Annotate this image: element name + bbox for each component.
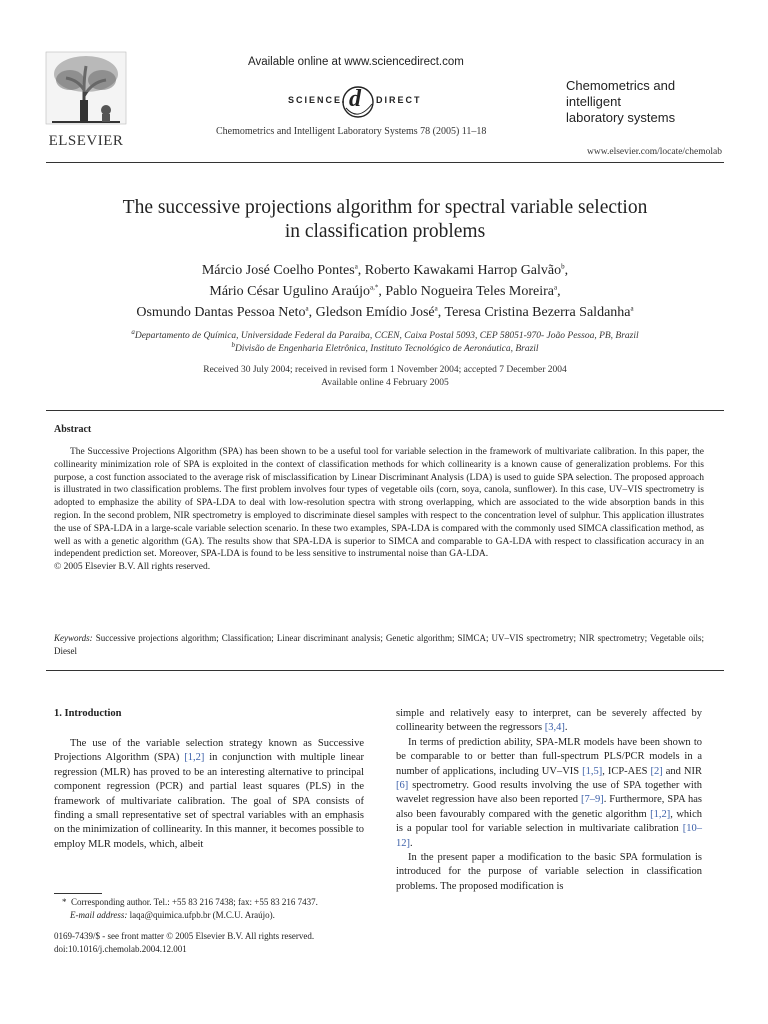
paper-title-line1: The successive projections algorithm for spectral variable selection bbox=[122, 197, 648, 218]
keywords-label: Keywords: bbox=[54, 633, 93, 643]
paper-title bbox=[46, 196, 724, 244]
right-paragraph-2 bbox=[396, 736, 702, 851]
abstract-text: The Successive Projections Algorithm (SPA) has been shown to be a useful tool for variable selection in the framework of multivariate calibration. In this paper, the collinearity minimization role of SPA is exploited in the context of classification methods for which collinearity is a known cause of generalization problems. For this purpose, a cost function associated to the average risk of misclassification by Linear Discriminant Analysis (LDA) is used to guide SPA selection. The proposed approach is illustrated in two classification problems. The first problem involves four types of vegetable oils (corn, soya, canola, sunflower). In this case, UV–VIS spectrometry is adopted to emphasize the ability of SPA-LDA to deal with low-resolution spectra with strong overlapping, which are associated to the wide absorption bands in this region. In the second problem, NIR spectrometry is employed to discriminate diesel samples with respect to the concentration level of sulphur. This application illustrates the use of SPA-LDA in a large-scale variable selection scenario. In these two examples, SPA-LDA is compared with the commonly used SIMCA classification method, as well as with a genetic algorithm (GA). The results show that SPA-LDA is superior to SIMCA and comparable to GA-LDA with respect to classification accuracy in an independent prediction set. Moreover, SPA-LDA is found to be less sensitive to instrumental noise than GA-LDA. bbox=[54, 447, 704, 560]
journal-name-line2: intelligent bbox=[566, 94, 621, 109]
footnote-corresponding-line bbox=[54, 896, 374, 909]
reference-link[interactable]: [3,4] bbox=[544, 722, 565, 734]
affiliation-mark: b bbox=[231, 340, 235, 349]
body-text: . bbox=[564, 722, 568, 734]
sciencedirect-letter: d bbox=[349, 86, 361, 112]
author-affil-mark: b bbox=[561, 262, 565, 271]
journal-name-line1: Chemometrics and bbox=[566, 78, 676, 93]
journal-name-line3: laboratory systems bbox=[566, 110, 676, 125]
author-affil-mark: a bbox=[630, 304, 634, 313]
intro-text: The use of the variable selection strategy known as Successive Projections Algorithm (SPA) bbox=[54, 738, 364, 764]
sciencedirect-left-word: SCIENCE bbox=[288, 95, 343, 105]
abstract-body bbox=[54, 446, 704, 574]
footnote-corresponding-text: Corresponding author. Tel.: +55 83 216 7438; fax: +55 83 216 7437. bbox=[71, 897, 318, 907]
footnote-rule bbox=[54, 893, 102, 894]
affiliation-mark: a bbox=[131, 327, 135, 336]
elsevier-tree-logo-icon bbox=[44, 50, 128, 126]
affiliation-b bbox=[46, 340, 724, 356]
author-name: Roberto Kawakami Harrop Galvão bbox=[364, 263, 562, 278]
sciencedirect-logo bbox=[286, 82, 436, 122]
body-text: , ICP-AES bbox=[602, 765, 651, 777]
keywords-text: Successive projections algorithm; Classification; Linear discriminant analysis; Genetic algorithm; SIMCA; UV–VIS spectrometry; NIR spectrometry; Vegetable oils; Diesel bbox=[54, 633, 705, 656]
elsevier-logo bbox=[44, 50, 128, 149]
author-list bbox=[46, 260, 724, 323]
abstract-bottom-rule bbox=[46, 670, 724, 671]
section-heading-introduction: 1. Introduction bbox=[54, 708, 122, 719]
reference-link[interactable]: [7–9] bbox=[580, 794, 604, 806]
keywords-block bbox=[54, 632, 704, 657]
author-name: Gledson Emídio José bbox=[315, 305, 435, 320]
right-paragraph-3: In the present paper a modification to the basic SPA formulation is introduced for the purpose of variable selection in classification problems. The proposed modification is bbox=[396, 852, 702, 892]
available-online-text: Available online at www.sciencedirect.com bbox=[248, 56, 464, 68]
footnote-email-label: E-mail address: bbox=[70, 909, 128, 920]
journal-name bbox=[566, 78, 675, 126]
front-matter bbox=[54, 930, 384, 955]
doi-line[interactable]: doi:10.1016/j.chemolab.2004.12.001 bbox=[54, 943, 187, 954]
footnote-email-line bbox=[54, 909, 374, 922]
body-text: simple and relatively easy to interpret, can be severely affected by collinearity between the regressors bbox=[396, 708, 702, 734]
abstract-heading: Abstract bbox=[54, 424, 92, 435]
reference-link[interactable]: [1,2] bbox=[650, 808, 671, 820]
affiliations bbox=[46, 327, 724, 356]
affiliation-a bbox=[46, 327, 724, 343]
author-name: Pablo Nogueira Teles Moreira bbox=[385, 284, 554, 299]
body-text: . Furthermore, SPA has also been favourably compared with the genetic algorithm bbox=[396, 794, 703, 820]
footnote-mark: * bbox=[62, 897, 67, 907]
sciencedirect-right-word: DIRECT bbox=[376, 95, 422, 105]
intro-text: in conjunction with multiple linear regression (MLR) has proved to be an interesting alternative to principal component regression (PCR) and partial least squares (PLS) in the framework of multivariate calibration. The goal of SPA consists of finding a small representative set of spectral variables with an emphasis on the minimization of collinearity. In this manner, it becomes possible to employ MLR models, which, albeit bbox=[54, 752, 364, 850]
right-column-text bbox=[396, 707, 702, 894]
author-name: Osmundo Dantas Pessoa Neto bbox=[136, 305, 306, 320]
abstract-copyright: © 2005 Elsevier B.V. All rights reserved. bbox=[54, 562, 211, 573]
article-dates bbox=[46, 364, 724, 390]
reference-link[interactable]: [1,5] bbox=[582, 765, 603, 777]
author-row-1: Márcio José Coelho Pontes$^a$, Roberto Kawakami Harrop Galvão$^b$, bbox=[201, 262, 569, 278]
body-text: and NIR bbox=[662, 765, 702, 777]
citation-line: Chemometrics and Intelligent Laboratory Systems 78 (2005) 11–18 bbox=[216, 126, 487, 137]
reference-link[interactable]: [10–12] bbox=[396, 823, 702, 849]
author-affil-mark: a bbox=[434, 304, 438, 313]
author-affil-mark: a bbox=[354, 262, 358, 271]
footnote-email[interactable]: laqa@quimica.ufpb.br (M.C.U. Araújo). bbox=[129, 909, 275, 920]
author-row-2: Mário César Ugulino Araújo$^{a,*}$, Pablo Nogueira Teles Moreira$^a$, bbox=[209, 283, 561, 299]
intro-paragraph-1 bbox=[54, 737, 364, 852]
header-rule bbox=[46, 162, 724, 163]
author-name: Teresa Cristina Bezerra Saldanha bbox=[444, 305, 631, 320]
footnote-corresponding bbox=[54, 896, 374, 921]
received-dates: Received 30 July 2004; received in revised form 1 November 2004; accepted 7 December 2004 bbox=[203, 365, 567, 375]
body-text: . bbox=[410, 837, 413, 849]
body-text: In terms of prediction ability, SPA-MLR models have been shown to be comparable to or better than full-spectrum PLS/PCR models in a number of applications, including UV–VIS bbox=[396, 736, 702, 777]
author-affil-mark: a bbox=[554, 283, 558, 292]
reference-link[interactable]: [2] bbox=[650, 765, 663, 777]
author-name: Márcio José Coelho Pontes bbox=[201, 263, 355, 278]
reference-link[interactable]: [6] bbox=[396, 780, 409, 792]
right-paragraph-1 bbox=[396, 707, 702, 736]
publisher-name: ELSEVIER bbox=[48, 133, 124, 149]
available-date: Available online 4 February 2005 bbox=[321, 378, 449, 388]
author-row-3: Osmundo Dantas Pessoa Neto$^a$, Gledson Emídio José$^a$, Teresa Cristina Bezerra Saldanha$^a$ bbox=[136, 304, 634, 320]
paper-title-line2: in classification problems bbox=[284, 221, 486, 242]
journal-url[interactable]: www.elsevier.com/locate/chemolab bbox=[587, 147, 722, 157]
author-affil-mark: a,* bbox=[369, 283, 379, 292]
body-text: , which is a popular tool for variable selection in multivariate calibration bbox=[396, 808, 703, 835]
body-text: spectrometry. Good results involving the use of SPA together with wavelet regression have also been reported bbox=[396, 780, 702, 806]
author-affil-mark: a bbox=[305, 304, 309, 313]
affiliation-a-text: Departamento de Química, Universidade Federal da Paraiba, CCEN, Caixa Postal 5093, CEP 58051-970- João Pessoa, PB, Brazil bbox=[134, 331, 639, 341]
author-name: Mário César Ugulino Araújo bbox=[209, 284, 370, 299]
abstract-top-rule bbox=[46, 410, 724, 411]
affiliation-b-text: Divisão de Engenharia Eletrônica, Instituto Tecnológico de Aeronáutica, Brazil bbox=[234, 344, 539, 354]
reference-link[interactable]: [1,2] bbox=[184, 752, 205, 764]
issn-line: 0169-7439/$ - see front matter © 2005 Elsevier B.V. All rights reserved. bbox=[54, 931, 315, 941]
